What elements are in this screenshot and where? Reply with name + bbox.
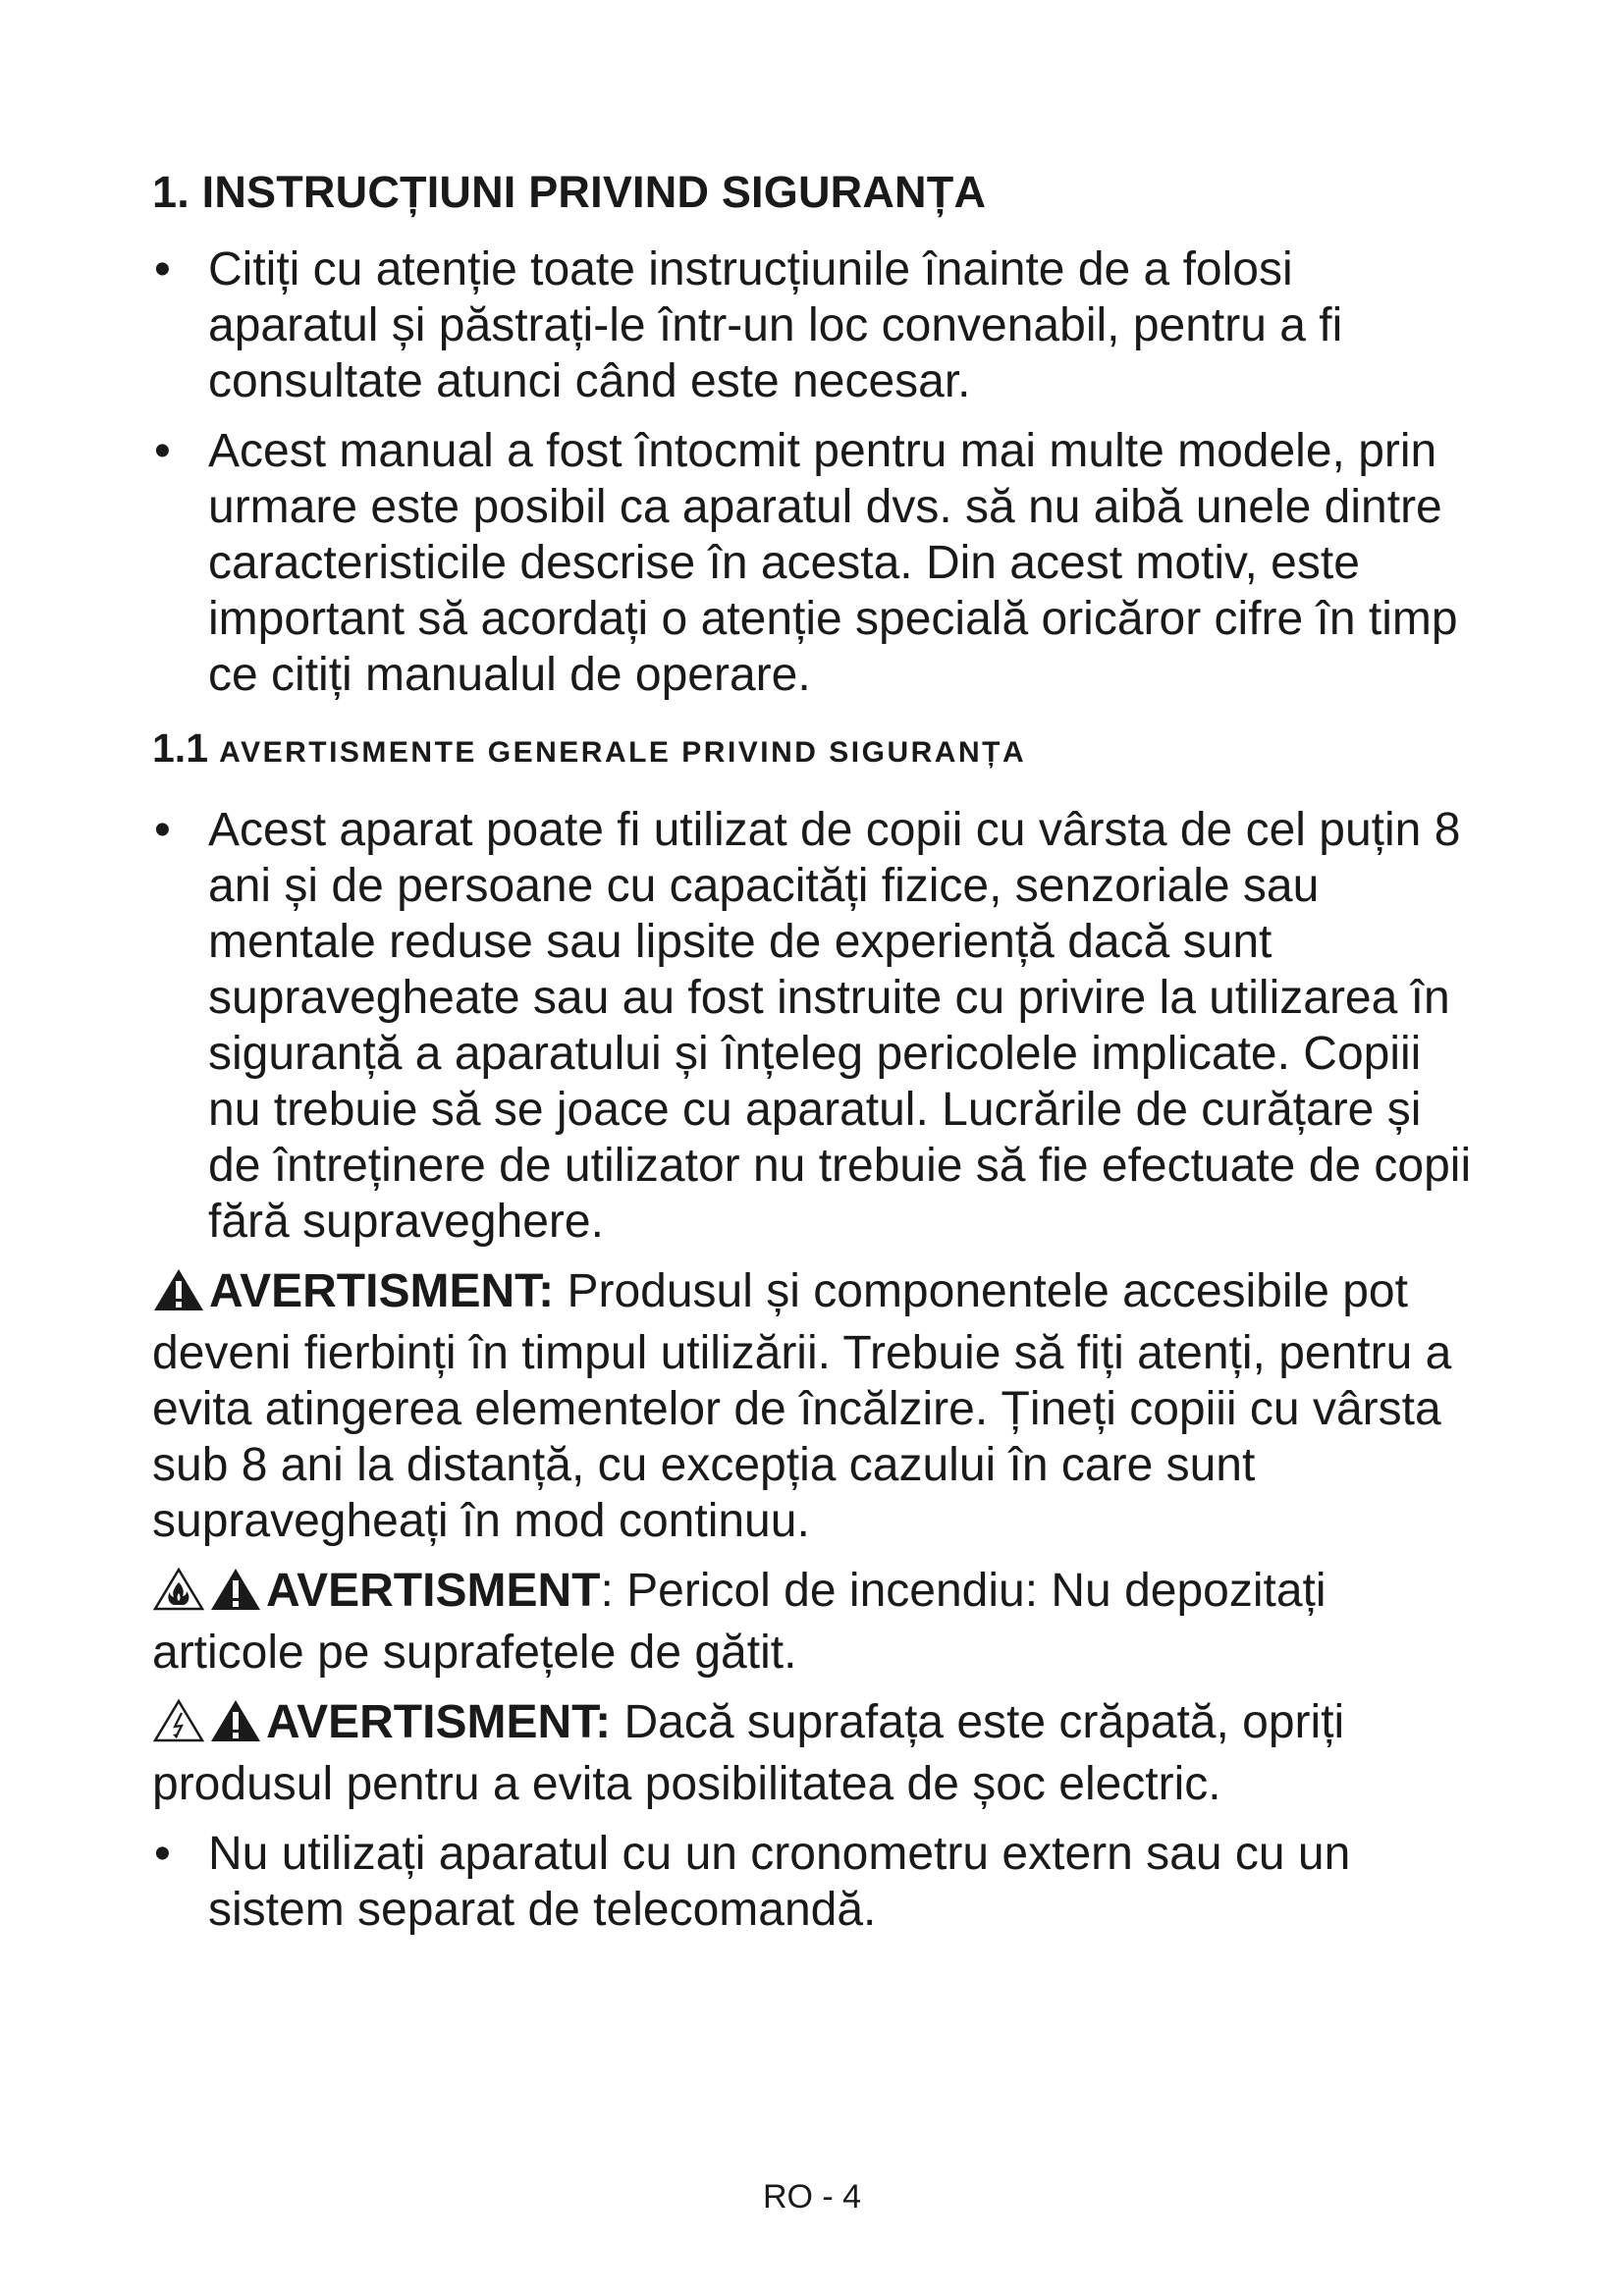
warning-keyword: AVERTISMENT: bbox=[266, 1696, 612, 1748]
subsection-bullet-list-top bbox=[152, 802, 1473, 1250]
section-title: 1. INSTRUCȚIUNI PRIVIND SIGURANȚA bbox=[152, 167, 987, 217]
bullet-dot: • bbox=[154, 425, 171, 477]
subsection-label: AVERTISMENTE GENERALE PRIVIND SIGURANȚA bbox=[219, 736, 1027, 769]
warning-icon bbox=[152, 1267, 205, 1325]
page-content bbox=[152, 165, 1473, 1951]
bullet-dot: • bbox=[154, 243, 171, 295]
bullet-text: Acest aparat poate fi utilizat de copii cu vârsta de cel puțin 8 ani și de persoane cu capacități fizice, senzoriale sau mentale reduse sau lipsite de experiență dacă sunt supravegheate sau au fost instruite cu privire la utilizarea în siguranță a aparatului și înțeleg pericolele implicate. Copiii nu trebuie să se joace cu aparatul. Lucrările de curățare și de întreținere de utilizator nu trebuie să fie efectuate de copii fără supraveghere. bbox=[208, 804, 1472, 1248]
fire-hazard-icon bbox=[152, 1567, 205, 1625]
warning-text: : Pericol de incendiu: Nu depozitați articole pe suprafețele de gătit. bbox=[152, 1565, 1326, 1679]
subsection-title bbox=[152, 721, 1473, 780]
bullet-dot: • bbox=[154, 1828, 171, 1880]
subsection-number: 1.1 bbox=[152, 725, 208, 771]
warning-electric-shock bbox=[152, 1694, 1473, 1812]
list-item bbox=[152, 802, 1473, 1250]
warning-keyword: AVERTISMENT: bbox=[209, 1265, 555, 1317]
warning-text: Produsul și componentele accesibile pot deveni fierbinți în timpul utilizării. Trebuie să fiți atenți, pentru a evita atingerea elementelor de încălzire. Țineți copiii cu vârsta sub 8 ani la distanță, cu excepția cazului în care sunt supravegheați în mod continuu. bbox=[152, 1265, 1452, 1547]
bullet-text: Acest manual a fost întocmit pentru mai multe modele, prin urmare este posibil ca aparatul dvs. să nu aibă unele dintre caracteristicile descrise în acesta. Din acest motiv, este important să acordați o atenție specială oricăror cifre în timp ce citiți manualul de operare. bbox=[208, 425, 1458, 701]
bullet-dot: • bbox=[154, 804, 171, 856]
bullet-text: Citiți cu atenție toate instrucțiunile înainte de a folosi aparatul și păstrați-le într-un loc convenabil, pentru a fi consultate atunci când este necesar. bbox=[208, 243, 1343, 407]
list-item bbox=[152, 1826, 1473, 1938]
subsection-bullet-list-bottom bbox=[152, 1826, 1473, 1938]
list-item bbox=[152, 423, 1473, 703]
bullet-text: Nu utilizați aparatul cu un cronometru extern sau cu un sistem separat de telecomandă. bbox=[208, 1828, 1351, 1936]
list-item bbox=[152, 241, 1473, 409]
electric-shock-icon bbox=[152, 1698, 205, 1756]
warning-keyword: AVERTISMENT bbox=[266, 1565, 601, 1617]
section-bullet-list bbox=[152, 241, 1473, 703]
warning-icon bbox=[209, 1567, 262, 1625]
warning-fire-hazard bbox=[152, 1563, 1473, 1681]
warning-icon bbox=[209, 1698, 262, 1756]
warning-text: Dacă suprafața este crăpată, opriți produsul pentru a evita posibilitatea de șoc electric. bbox=[152, 1696, 1345, 1810]
warning-hot-surfaces bbox=[152, 1263, 1473, 1549]
page-number: RO - 4 bbox=[762, 2178, 862, 2216]
